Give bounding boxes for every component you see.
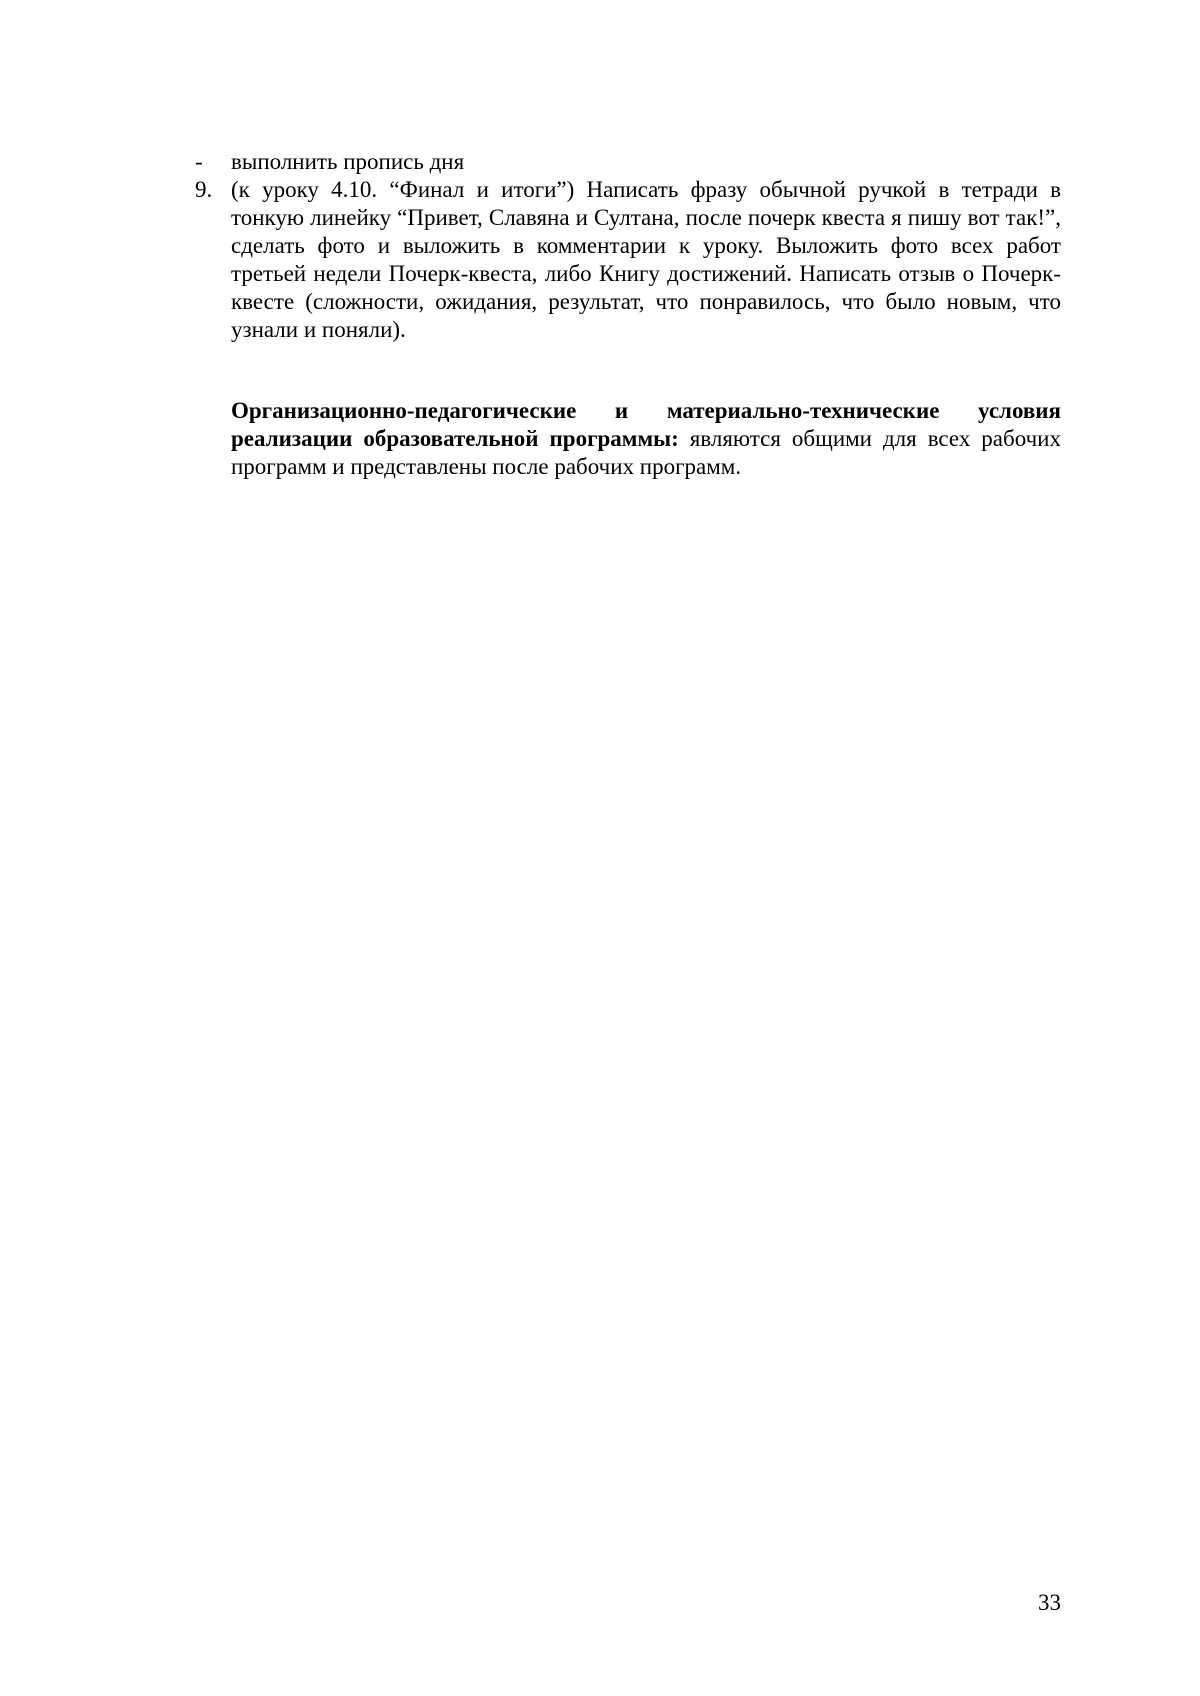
conditions-text: являются общими для всех рабочих программ и представлены после рабочих программ. bbox=[231, 426, 1061, 479]
task-list bbox=[195, 148, 1061, 344]
list-item-text: (к уроку 4.10. “Финал и итоги”) Написать фразу обычной ручкой в тетради в тонкую линейку “Привет, Славяна и Султана, после почерк квеста я пишу вот так!”, сделать фото и выложить в комментарии к уроку. Выложить фото всех работ третьей недели Почерк-квеста, либо Книгу достижений. Написать отзыв о Почерк-квесте (сложности, ожидания, результат, что понравилось, что было новым, что узнали и поняли). bbox=[231, 177, 1061, 342]
list-item bbox=[195, 176, 1061, 344]
list-item-text: выполнить пропись дня bbox=[231, 149, 465, 174]
conditions-paragraph bbox=[231, 397, 1061, 481]
list-marker-dash: - bbox=[195, 149, 203, 174]
list-item bbox=[195, 148, 1061, 176]
list-marker-number: 9. bbox=[195, 177, 213, 202]
conditions-heading: Организационно-педагогические и материально-технические условия реализации образовательной программы: bbox=[231, 398, 1061, 451]
page-number: 33 bbox=[1038, 1590, 1061, 1615]
